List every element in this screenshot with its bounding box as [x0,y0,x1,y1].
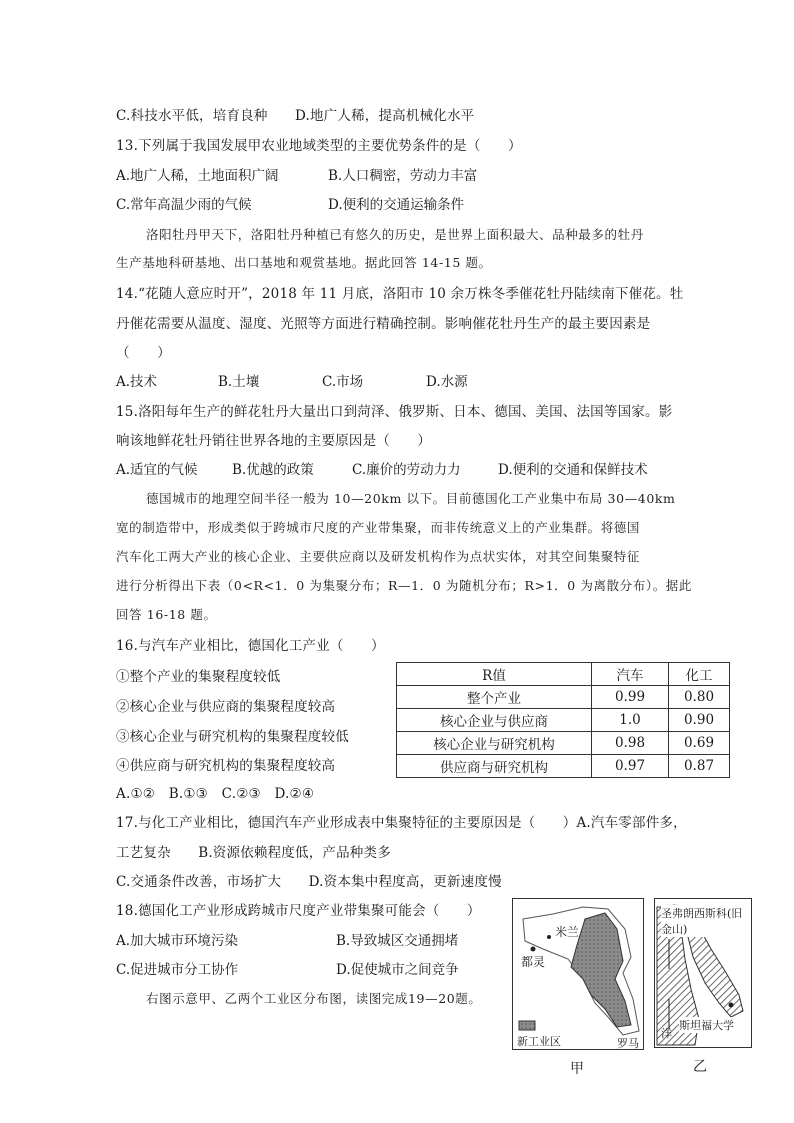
q16-statement-4: ④供应商与研究机构的集聚程度较高 [116,758,336,774]
q14-option-b: B.土壤 [218,374,260,390]
map-yi [654,898,752,1048]
map-jia-caption: 甲 [570,1061,584,1077]
q13-option-c: C.常年高温少雨的气候 [116,197,252,213]
r-value-table [396,662,730,778]
table-header: R值 [397,663,592,686]
table-row [397,686,730,709]
q13-option-b: B.人口稠密，劳动力丰富 [328,168,478,184]
table-cell: 1.0 [592,709,669,732]
san-francisco-label: 圣弗朗西斯科(旧金山) [661,905,751,937]
milan-label: 米兰 [555,925,580,939]
table-cell: 供应商与研究机构 [397,755,592,778]
table-cell: 0.98 [592,732,669,755]
map-jia-drawing [513,899,643,1049]
table-row [397,755,730,778]
material-2-line-1: 德国城市的地理空间半径一般为 10—20km 以下。目前德国化工产业集中布局 30—40km [146,491,676,506]
table-cell: 0.97 [592,755,669,778]
q13-option-d: D.便利的交通运输条件 [328,197,465,213]
table-header: 化工 [669,663,730,686]
q17-stem-2: 工艺复杂 B.资源依赖程度低，产品种类多 [116,845,391,861]
q15-option-a: A.适宜的气候 [116,462,198,478]
q18-stem: 18.德国化工产业形成跨城市尺度产业带集聚可能会（ ） [116,903,481,919]
table-cell: 核心企业与供应商 [397,709,592,732]
legend-new-industrial-zone: 新工业区 [517,1035,561,1048]
q12-options-cd: C.科技水平低，培育良种 D.地广人稀，提高机械化水平 [116,108,475,124]
q14-stem-3: （ ） [116,345,171,361]
material-3: 右图示意甲、乙两个工业区分布图，读图完成19—20题。 [146,991,482,1006]
ocean-label: 洋 [661,1027,672,1040]
q15-option-c: C.廉价的劳动力力 [352,462,461,478]
q18-option-b: B.导致城区交通拥堵 [336,933,459,949]
material-2-line-5: 回答 16-18 题。 [116,607,217,622]
stanford-label: 斯坦福大学 [679,1019,734,1032]
q13-option-a: A.地广人稀，土地面积广阔 [116,168,279,184]
table-cell: 整个产业 [397,686,592,709]
q14-stem-1: 14.“花随人意应时开”，2018 年 11 月底，洛阳市 10 余万株冬季催花牡丹陆续南下催花。牡 [116,286,684,302]
rome-label: 罗马 [617,1037,639,1050]
q16-stem: 16.与汽车产业相比，德国化工产业（ ） [116,638,385,654]
material-1-line-1: 洛阳牡丹甲天下，洛阳牡丹种植已有悠久的历史，是世界上面积最大、品种最多的牡丹 [146,227,644,242]
q17-stem-3: C.交通条件改善，市场扩大 D.资本集中程度高，更新速度慢 [116,874,502,890]
q18-option-a: A.加大城市环境污染 [116,933,239,949]
q15-option-b: B.优越的政策 [232,462,314,478]
material-2-line-2: 宽的制造带中，形成类似于跨城市尺度的产业带集聚，而非传统意义上的产业集群。将德国 [116,520,641,535]
material-2-line-3: 汽车化工两大产业的核心企业、主要供应商以及研发机构作为点状实体，对其空间集聚特征 [116,549,641,564]
q14-option-a: A.技术 [116,374,158,390]
material-2-line-4: 进行分析得出下表（0<R<1．0 为集聚分布；R—1．0 为随机分布；R>1．0 为离散分布）。据此 [116,578,692,593]
table-row [397,709,730,732]
q17-stem-1: 17.与化工产业相比，德国汽车产业形成表中集聚特征的主要原因是（ ）A.汽车零部件多， [116,815,687,831]
q13-stem: 13.下列属于我国发展甲农业地域类型的主要优势条件的是（ ） [116,138,522,154]
turin-label: 都灵 [521,955,546,969]
q14-stem-2: 丹催花需要从温度、湿度、光照等方面进行精确控制。影响催花牡丹生产的最主要因素是 [116,316,651,332]
table-row [397,732,730,755]
q18-option-c: C.促进城市分工协作 [116,962,239,978]
q14-option-c: C.市场 [322,374,364,390]
material-1-line-2: 生产基地科研基地、出口基地和观赏基地。据此回答 14-15 题。 [116,255,492,270]
q16-statement-2: ②核心企业与供应商的集聚程度较高 [116,699,336,715]
q16-statement-1: ①整个产业的集聚程度较低 [116,669,281,685]
map-yi-caption: 乙 [693,1059,707,1075]
table-cell: 0.69 [669,732,730,755]
q15-stem-1: 15.洛阳每年生产的鲜花牡丹大量出口到菏泽、俄罗斯、日本、德国、美国、法国等国家。影 [116,404,673,420]
q15-stem-2: 响该地鲜花牡丹销往世界各地的主要原因是（ ） [116,433,432,449]
table-cell: 0.90 [669,709,730,732]
q18-option-d: D.促使城市之间竞争 [336,962,459,978]
table-header-row [397,663,730,686]
q16-options: A.①② B.①③ C.②③ D.②④ [116,786,315,802]
table-cell: 0.87 [669,755,730,778]
table-cell: 0.99 [592,686,669,709]
table-cell: 0.80 [669,686,730,709]
q14-option-d: D.水源 [426,374,468,390]
table-header: 汽车 [592,663,669,686]
q16-statement-3: ③核心企业与研究机构的集聚程度较低 [116,729,349,745]
q15-option-d: D.便利的交通和保鲜技术 [498,462,648,478]
table-cell: 核心企业与研究机构 [397,732,592,755]
map-jia [512,898,644,1050]
